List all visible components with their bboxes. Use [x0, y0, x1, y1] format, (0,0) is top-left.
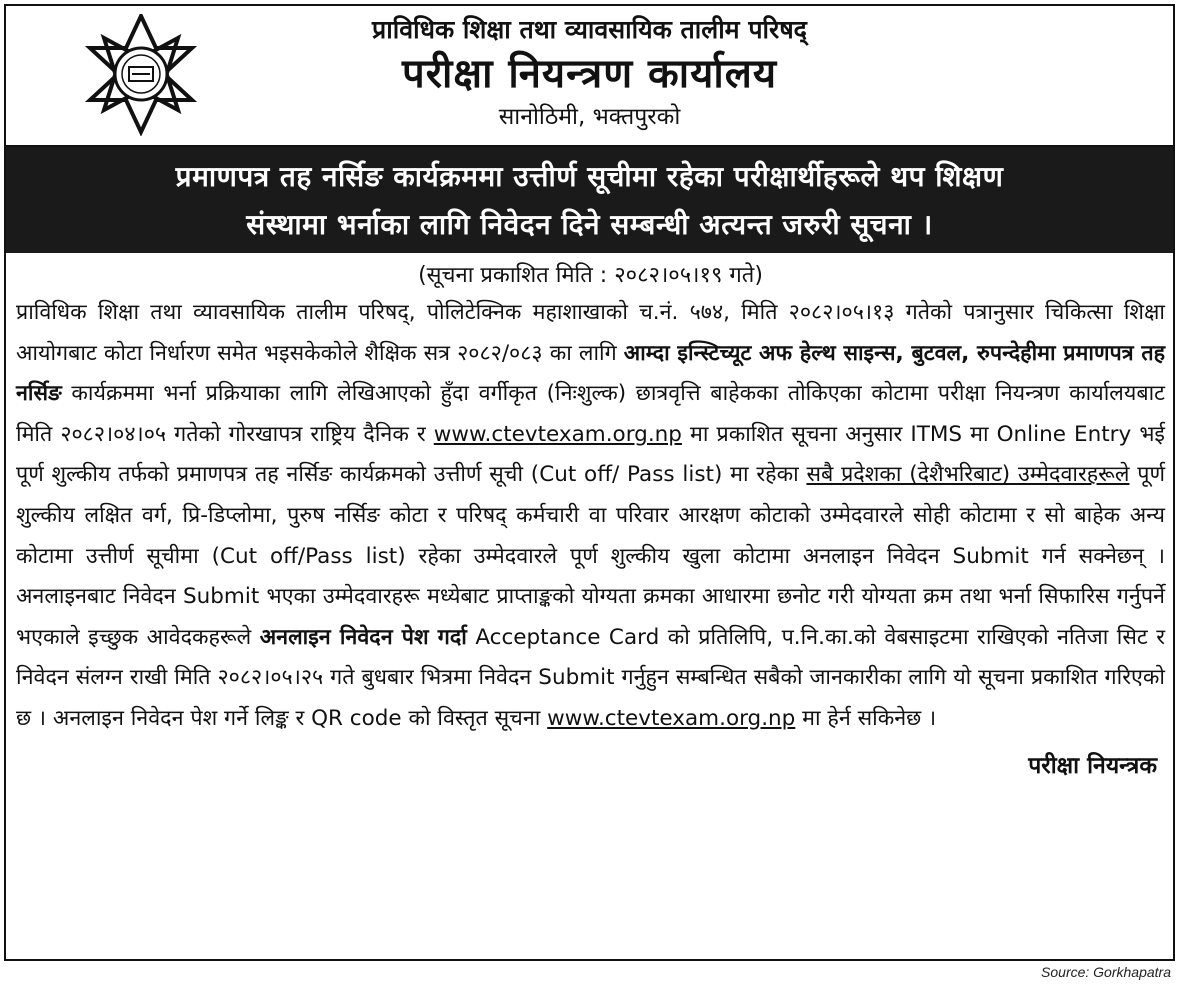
organization-name: प्राविधिक शिक्षा तथा व्यावसायिक तालीम परिषद्	[372, 15, 807, 44]
publish-date: (सूचना प्रकाशित मिति : २०८२।०५।१९ गते)	[418, 263, 763, 288]
notice-title-banner	[6, 147, 1173, 253]
notice-title-line-2: संस्थामा भर्नाका लागि निवेदन दिने सम्बन्धी अत्यन्त जरुरी सूचना ।	[246, 208, 933, 241]
notice-frame	[4, 4, 1175, 961]
body-text: कार्यक्रममा भर्ना प्रक्रियाका लागि लेखिआएको हुँदा वर्गीकृत (निःशुल्क) छात्रवृत्ति बाहेकका तोकिएका कोटामा परीक्षा नियन्त्रण कार्यालयबाट मिति २०८२।०४।०५ गतेको गोरखापत्र राष्ट्रिय दैनिक र	[16, 381, 1165, 447]
notice-paragraph	[16, 293, 1165, 740]
online-application-phrase: अनलाइन निवेदन पेश गर्दा	[259, 624, 467, 650]
institute-name: आम्दा इन्स्टिच्यूट अफ हेल्थ साइन्स, बुटवल, रुपन्देहीमा प्रमाणपत्र तह नर्सिङ	[16, 340, 1165, 407]
website-link[interactable]: www.ctevtexam.org.np	[433, 421, 682, 447]
website-link[interactable]: www.ctevtexam.org.np	[547, 705, 796, 731]
all-provinces-candidates: सबै प्रदेशका (देशैभरिबाट) उम्मेदवारहरूले	[806, 462, 1130, 488]
office-address: सानोठिमी, भक्तपुरको	[498, 104, 681, 130]
star-seal-emblem-icon	[80, 14, 202, 136]
body-text: पूर्ण शुल्कीय लक्षित वर्ग, प्रि-डिप्लोमा, पुरुष नर्सिङ कोटा र परिषद् कर्मचारी वा परिवार आरक्षण कोटाको उम्मेदवारले सोही कोटामा र सो बाहेक अन्य कोटामा उत्तीर्ण सूचीमा (Cut off/Pass list) रहेका उम्मेदवारले पूर्ण शुल्कीय खुला कोटामा अनलाइन निवेदन Submit गर्न सक्नेछन् । अनलाइनबाट निवेदन Submit भएका उम्मेदवारहरू मध्येबाट प्राप्ताङ्कको योग्यता क्रमका आधारमा छनोट गरी योग्यता क्रम तथा भर्ना सिफारिस गर्नुपर्ने भएकाले इच्छुक आवेदकहरूले	[16, 462, 1166, 650]
office-name: परीक्षा नियन्त्रण कार्यालय	[401, 51, 778, 97]
notice-header	[6, 6, 1173, 147]
signature: परीक्षा नियन्त्रक	[1028, 752, 1157, 779]
source-credit: Source: Gorkhapatra	[1041, 964, 1171, 980]
body-text: मा हेर्न सकिनेछ ।	[795, 705, 937, 731]
body-text: Acceptance Card को प्रतिलिपि, प.नि.का.को वेबसाइटमा राखिएको नतिजा सिट र निवेदन संलग्न राखी मिति २०८२।०५।२५ गते बुधबार भित्रमा निवेदन Submit गर्नुहुन सम्बन्धित सबैको जानकारीका लागि यो सूचना प्रकाशित गरिएको छ । अनलाइन निवेदन पेश गर्ने लिङ्क र QR code को विस्तृत सूचना	[16, 624, 1165, 731]
notice-body	[6, 253, 1173, 780]
header-text	[206, 12, 973, 134]
body-text: प्राविधिक शिक्षा तथा व्यावसायिक तालीम परिषद्, पोलिटेक्निक महाशाखाको च.नं. ५७४, मिति २०८२।०५।१३ गतेको पत्रानुसार चिकित्सा शिक्षा आयोगबाट कोटा निर्धारण समेत भइसकेकोले शैक्षिक सत्र २०८२/०८३ का लागि	[16, 300, 1165, 366]
body-text: मा प्रकाशित सूचना अनुसार ITMS मा Online Entry भई पूर्ण शुल्कीय तर्फको प्रमाणपत्र तह नर्सिङ कार्यक्रमको उत्तीर्ण सूची (Cut off/ Pass list) मा रहेका	[16, 421, 1165, 488]
notice-title-line-1: प्रमाणपत्र तह नर्सिङ कार्यक्रममा उत्तीर्ण सूचीमा रहेका परीक्षार्थीहरूले थप शिक्षण	[175, 160, 1004, 193]
